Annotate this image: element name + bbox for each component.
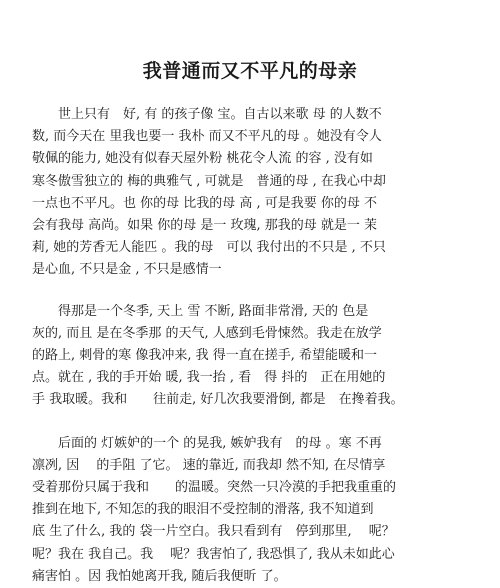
text-line: 会有我母 高尚。如果 你的母 是一 玫瑰, 那我的母 就是一 茉	[32, 218, 378, 234]
page-title: 我普通而又不平凡的母亲	[142, 60, 358, 82]
text-line: 手 我取暖。我和 往前走, 好几次我要滑倒, 都是 在搀着我。	[32, 392, 404, 408]
text-line: 灰的, 而且 是在冬季那 的天气, 人感到毛骨悚然。我走在放学	[32, 325, 382, 341]
paragraph-3	[32, 433, 464, 588]
text-line: 莉, 她的芳香无人能匹 。我的母 可以 我付出的不只是 , 不只	[32, 240, 386, 256]
text-line: 是心血, 不只是金 , 不只是感情一	[32, 262, 222, 278]
text-line: 数, 而今天在 里我也要一 我朴 而又不平凡的母 。她没有令人	[32, 129, 382, 145]
text-line: 推到在地下, 不知怎的我的眼泪不受控制的滑落, 我不知道到	[32, 502, 374, 518]
text-line: 世上只有 好, 有 的孩子像 宝。自古以来歌 母 的人数不	[32, 107, 382, 122]
text-line: 得那是一个冬季, 天上 雪 不断, 路面非常滑, 天的 色是	[32, 303, 369, 319]
article-body	[32, 104, 464, 588]
text-line: 的路上, 刺骨的寒 像我冲来, 我 得一直在搓手, 希望能暖和一	[32, 348, 378, 364]
text-line: 痛害怕 。因 我怕她离开我, 随后我便昕 了。	[32, 568, 287, 584]
text-line: 点。就在 , 我的手开始 暖, 我一抬 , 看 得 抖的 正在用她的	[32, 370, 386, 386]
text-line: 寒冬傲雪独立的 梅的典雅气 , 可就是 普通的母 , 在我心中却	[32, 173, 386, 189]
text-line: 呢？我在 我自己。我 呢？我害怕了, 我恐惧了, 我从未如此心	[32, 546, 395, 562]
text-line: 敬佩的能力, 她没有似春天屋外粉 桃花令人流 的容 , 没有如	[32, 151, 373, 167]
text-line: 凛冽, 因 的手阻 了它。 速的靠近, 而我却 然不知, 在尽情享	[32, 457, 386, 473]
text-line: 底 生了什么, 我的 袋一片空白。我只看到有 停到那里, 呢？	[32, 524, 395, 540]
text-line: 后面的 灯嫉妒的一个 的晃我, 嫉妒我有 的母 。寒 不再	[32, 435, 382, 451]
text-line: 受着那份只属于我和 的温暖。突然一只冷漠的手把我重重的	[32, 480, 397, 496]
paragraph-2	[32, 301, 464, 412]
paragraph-spacer	[32, 412, 464, 433]
paragraph-1	[32, 104, 464, 282]
paragraph-spacer	[32, 282, 464, 301]
text-line: 一点也不平凡。也 你的母 比我的母 高 , 可是我要 你的母 不	[32, 195, 378, 211]
